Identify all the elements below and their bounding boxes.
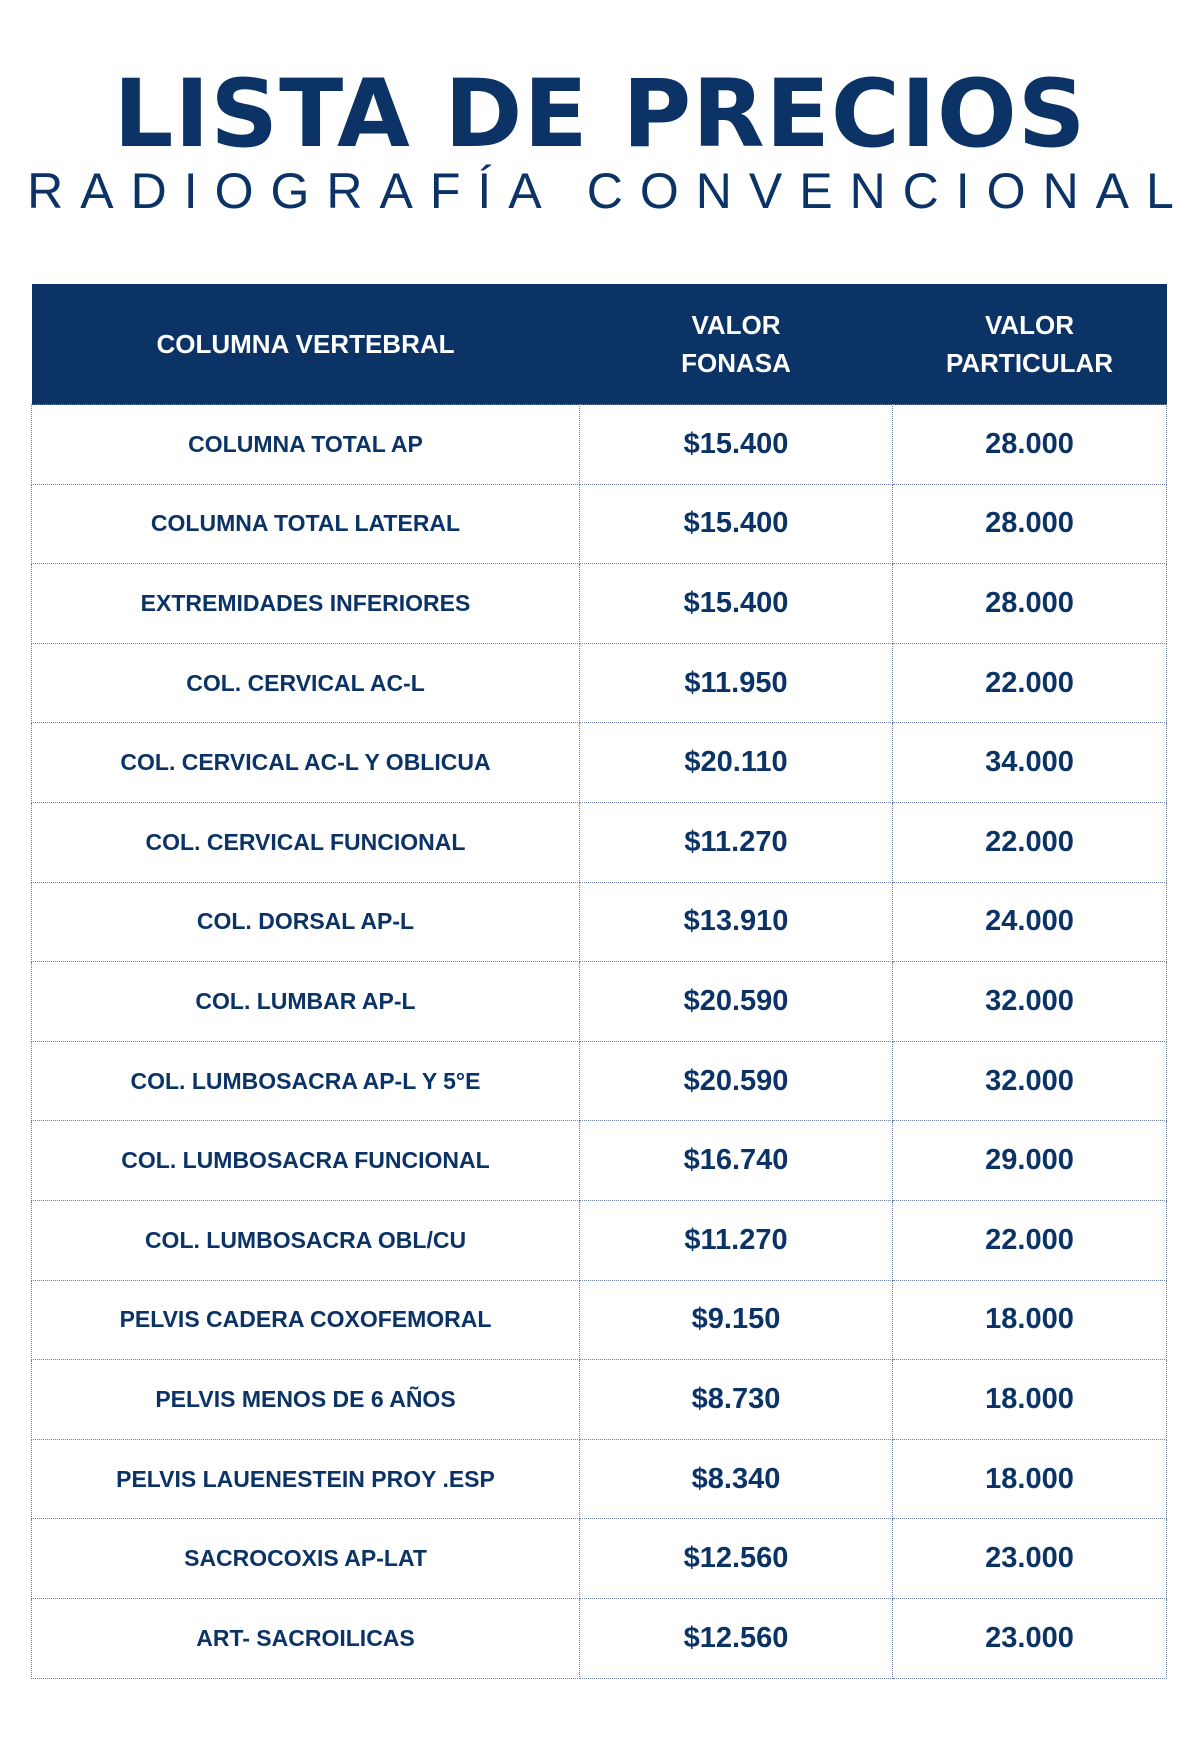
- row-exam-name: PELVIS LAUENESTEIN PROY .ESP: [32, 1439, 580, 1519]
- table-row: [32, 1280, 1167, 1360]
- row-exam-name: PELVIS CADERA COXOFEMORAL: [32, 1280, 580, 1360]
- column-header-particular-line2: PARTICULAR: [945, 348, 1114, 378]
- page-title: LISTA DE PRECIOS: [113, 60, 1087, 169]
- row-particular-price: 28.000: [893, 405, 1167, 485]
- row-fonasa-price: $20.590: [580, 1041, 893, 1121]
- row-particular-price: 28.000: [893, 484, 1167, 564]
- table-row: [32, 405, 1167, 485]
- row-exam-name: COL. DORSAL AP-L: [32, 882, 580, 962]
- row-exam-name: COL. LUMBOSACRA OBL/CU: [32, 1200, 580, 1280]
- row-fonasa-price: $11.950: [580, 643, 893, 723]
- row-particular-price: 18.000: [893, 1280, 1167, 1360]
- row-fonasa-price: $15.400: [580, 484, 893, 564]
- row-particular-price: 28.000: [893, 564, 1167, 644]
- row-fonasa-price: $11.270: [580, 1200, 893, 1280]
- table-row: [32, 882, 1167, 962]
- row-exam-name: COL. LUMBOSACRA FUNCIONAL: [32, 1121, 580, 1201]
- table-row: [32, 802, 1167, 882]
- table-row: [32, 1360, 1167, 1440]
- table-row: [32, 962, 1167, 1042]
- table-row: [32, 643, 1167, 723]
- row-fonasa-price: $16.740: [580, 1121, 893, 1201]
- column-header-name: [32, 284, 580, 405]
- row-particular-price: 22.000: [893, 643, 1167, 723]
- row-particular-price: 29.000: [893, 1121, 1167, 1201]
- table-header: [32, 284, 1167, 405]
- row-fonasa-price: $11.270: [580, 802, 893, 882]
- table-row: [32, 564, 1167, 644]
- row-fonasa-price: $9.150: [580, 1280, 893, 1360]
- row-fonasa-price: $15.400: [580, 564, 893, 644]
- table-row: [32, 1598, 1167, 1678]
- row-particular-price: 34.000: [893, 723, 1167, 803]
- row-particular-price: 18.000: [893, 1360, 1167, 1440]
- column-header-fonasa: [580, 284, 893, 405]
- row-particular-price: 32.000: [893, 962, 1167, 1042]
- row-exam-name: COL. CERVICAL AC-L Y OBLICUA: [32, 723, 580, 803]
- row-exam-name: COLUMNA TOTAL LATERAL: [32, 484, 580, 564]
- row-exam-name: COL. CERVICAL FUNCIONAL: [32, 802, 580, 882]
- row-fonasa-price: $12.560: [580, 1598, 893, 1678]
- table-row: [32, 1121, 1167, 1201]
- row-fonasa-price: $15.400: [580, 405, 893, 485]
- table-row: [32, 484, 1167, 564]
- table-row: [32, 1439, 1167, 1519]
- table-row: [32, 723, 1167, 803]
- column-header-fonasa-line2: FONASA: [681, 348, 791, 378]
- column-header-name-label: COLUMNA VERTEBRAL: [156, 329, 455, 359]
- table-row: [32, 1519, 1167, 1599]
- row-particular-price: 23.000: [893, 1519, 1167, 1599]
- row-particular-price: 23.000: [893, 1598, 1167, 1678]
- row-fonasa-price: $8.340: [580, 1439, 893, 1519]
- row-exam-name: ART- SACROILICAS: [32, 1598, 580, 1678]
- row-fonasa-price: $13.910: [580, 882, 893, 962]
- row-particular-price: 22.000: [893, 802, 1167, 882]
- row-exam-name: COL. LUMBAR AP-L: [32, 962, 580, 1042]
- price-table: [31, 284, 1167, 1679]
- table-body: [32, 405, 1167, 1679]
- row-particular-price: 22.000: [893, 1200, 1167, 1280]
- table-header-row: [32, 284, 1167, 405]
- row-exam-name: PELVIS MENOS DE 6 AÑOS: [32, 1360, 580, 1440]
- table-row: [32, 1200, 1167, 1280]
- row-exam-name: COL. LUMBOSACRA AP-L Y 5°E: [32, 1041, 580, 1121]
- column-header-fonasa-line1: VALOR: [691, 310, 781, 340]
- row-particular-price: 18.000: [893, 1439, 1167, 1519]
- page-subtitle: RADIOGRAFÍA CONVENCIONAL: [27, 163, 1191, 219]
- row-fonasa-price: $12.560: [580, 1519, 893, 1599]
- row-exam-name: EXTREMIDADES INFERIORES: [32, 564, 580, 644]
- row-exam-name: COL. CERVICAL AC-L: [32, 643, 580, 723]
- column-header-particular: [893, 284, 1167, 405]
- row-fonasa-price: $8.730: [580, 1360, 893, 1440]
- column-header-particular-line1: VALOR: [984, 310, 1075, 340]
- row-fonasa-price: $20.590: [580, 962, 893, 1042]
- row-fonasa-price: $20.110: [580, 723, 893, 803]
- row-exam-name: SACROCOXIS AP-LAT: [32, 1519, 580, 1599]
- row-particular-price: 32.000: [893, 1041, 1167, 1121]
- row-particular-price: 24.000: [893, 882, 1167, 962]
- row-exam-name: COLUMNA TOTAL AP: [32, 405, 580, 485]
- table-row: [32, 1041, 1167, 1121]
